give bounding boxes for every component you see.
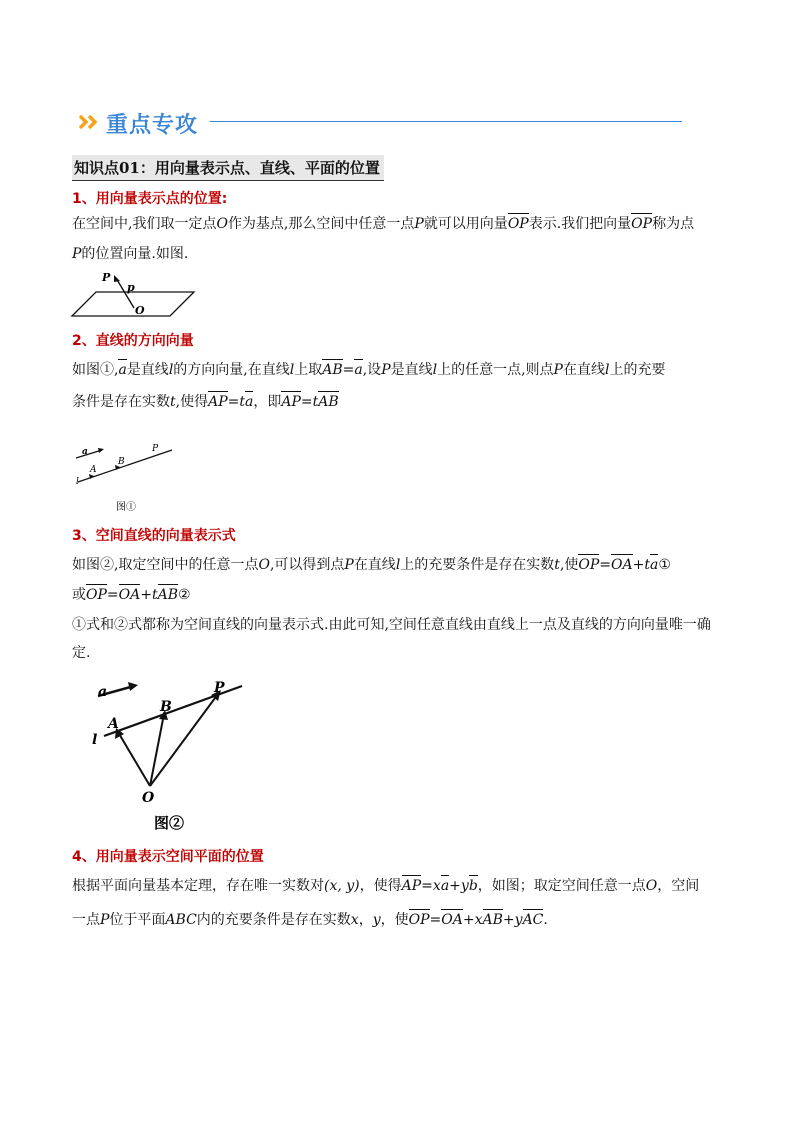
section-4-title: 4、用向量表示空间平面的位置 [72, 849, 264, 865]
fig1-label-A: A [90, 465, 97, 475]
section-1-title: 1、用向量表示点的位置: [72, 191, 228, 207]
figure-1 [72, 438, 182, 516]
section-3-text: 如图②,取定空间中的任意一点O,可以得到点P在直线l上的充要条件是存在实数t,使OP=OA+ta① [72, 557, 671, 573]
label-p: p [127, 281, 135, 294]
section-3-text-4: 定. [72, 645, 91, 661]
section-1-text-2: P的位置向量.如图. [72, 246, 189, 262]
fig2-label-O: O [142, 790, 155, 806]
fig1-label-a: a [82, 447, 88, 457]
fig2-caption: 图② [154, 814, 185, 832]
double-chevron-icon [78, 110, 104, 134]
section-1-text: 在空间中,我们取一定点O作为基点,那么空间中任意一点P就可以用向量OP表示.我们把向量OP称为点 [72, 216, 695, 232]
fig2-label-P: P [214, 680, 225, 696]
section-3-text-2: 或OP=OA+tAB② [72, 587, 191, 603]
figure-2 [84, 676, 254, 836]
fig1-label-B: B [118, 457, 125, 467]
section-4-text: 根据平面向量基本定理，存在唯一实数对(x, y)，使得AP=xa+yb，如图；取定空间任意一点O，空间 [72, 878, 700, 894]
fig2-label-A: A [108, 716, 119, 732]
fig2-label-a: a [98, 684, 108, 700]
fig1-label-l: l [76, 477, 79, 487]
section-2-text: 如图①,a是直线l的方向向量,在直线l上取AB=a,设P是直线l上的任意一点,则点P在直线l上的充要 [72, 362, 666, 378]
figure-point-position [70, 270, 200, 322]
fig1-caption: 图① [116, 502, 136, 513]
section-3-text-3: ①式和②式都称为空间直线的向量表示式.由此可知,空间任意直线由直线上一点及直线的方向向量唯一确 [72, 617, 711, 633]
label-P: P [102, 271, 111, 284]
fig1-label-P: P [152, 444, 159, 454]
fig2-label-l: l [92, 732, 98, 748]
section-2-text-2: 条件是存在实数t,使得AP=ta，即AP=tAB [72, 394, 339, 410]
page-title: 重点专攻 [106, 113, 199, 138]
section-4-text-2: 一点P位于平面ABC内的充要条件是存在实数x，y，使OP=OA+xAB+yAC. [72, 912, 548, 928]
section-2-title: 2、直线的方向向量 [72, 333, 194, 349]
section-3-title: 3、空间直线的向量表示式 [72, 528, 236, 544]
knowledge-point-title: 知识点01：用向量表示点、直线、平面的位置 [72, 155, 384, 181]
fig2-label-B: B [160, 699, 172, 715]
label-O: O [135, 304, 145, 317]
header-divider [210, 121, 682, 122]
